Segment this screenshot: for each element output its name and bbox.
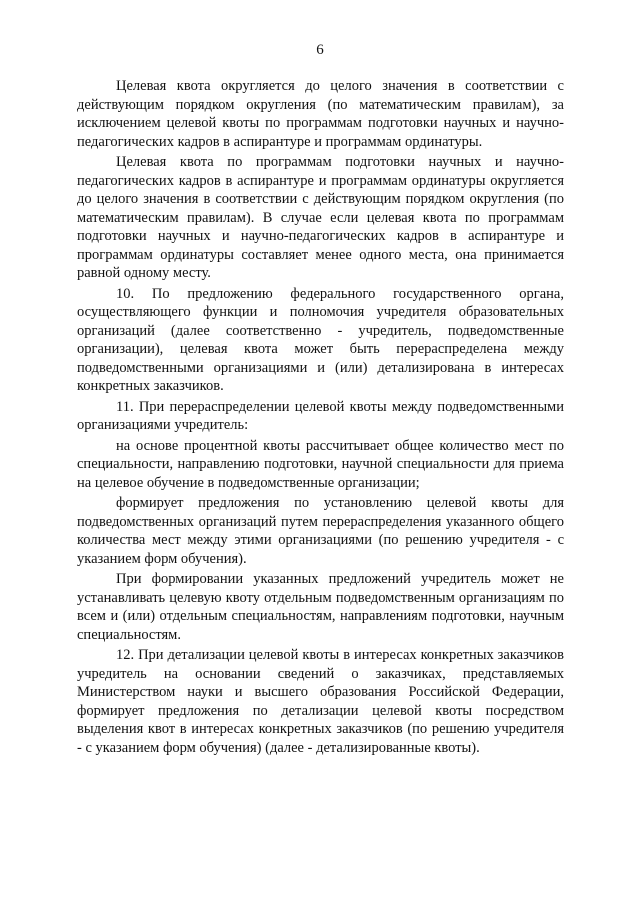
paragraph-item-10: 10. По предложению федерального государственного органа, осуществляющего функции и полномочия учредителя образовательных организаций (далее соответственно - учредитель, подведомственные организации), целевая квота может быть перераспределена между подведомственными организациями и (или) детализирована в интересах конкретных заказчиков. — [77, 285, 564, 394]
paragraph-quota-rounding-postgraduate: Целевая квота по программам подготовки научных и научно-педагогических кадров в аспирантуре и программам ординатуры округляется до целого значения в соответствии с действующим порядком округления (по математическим правилам). В случае если целевая квота по программам подготовки научных и научно-педагогических кадров в аспирантуре и программам ординатуры составляет менее одного места, она принимается равной одному месту. — [77, 154, 564, 281]
paragraph-item-11: 11. При перераспределении целевой квоты между подведомственными организациями учредитель: — [77, 398, 564, 433]
page-number: 6 — [316, 42, 324, 58]
paragraph-item-11-proposals: формирует предложения по установлению целевой квоты для подведомственных организаций путем перераспределения указанного общего количества мест между этими организациями (по решению учредителя - с указанием форм обучения). — [77, 495, 564, 567]
paragraph-item-11-exceptions: При формировании указанных предложений учредитель может не устанавливать целевую квоту отдельным подведомственным организациям по всем и (или) отдельным специальностям, направлениям подготовки, научным специальностям. — [77, 571, 564, 643]
paragraph-quota-rounding: Целевая квота округляется до целого значения в соответствии с действующим порядком округления (по математическим правилам), за исключением целевой квоты по программам подготовки научных и научно-педагогических кадров в аспирантуре и программам ординатуры. — [77, 78, 564, 150]
paragraph-item-11-calculation: на основе процентной квоты рассчитывает общее количество мест по специальности, направлению подготовки, научной специальности для приема на целевое обучение в подведомственные организации; — [77, 437, 564, 491]
document-body — [77, 77, 564, 757]
paragraph-item-12: 12. При детализации целевой квоты в интересах конкретных заказчиков учредитель на основании сведений о заказчиках, представляемых Министерством науки и высшего образования Российской Федерации, формирует предложения по детализации целевой квоты посредством выделения квот в интересах конкретных заказчиков (по решению учредителя - с указанием форм обучения) (далее - детализированные квоты). — [77, 647, 564, 756]
